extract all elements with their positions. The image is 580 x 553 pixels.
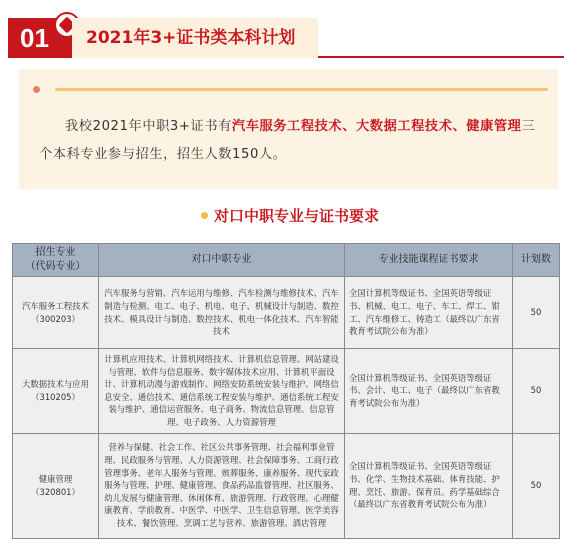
section-dot-icon (201, 212, 208, 219)
header-major (13, 244, 99, 277)
header-cert: 专业技能课程证书要求 (345, 244, 513, 277)
intro-highlight-majors: 汽车服务工程技术、大数据工程技术、健康管理 (231, 119, 522, 134)
table-header-row (13, 244, 560, 277)
major-cell (13, 433, 99, 538)
table-row (13, 433, 560, 538)
table-row (13, 349, 560, 434)
major-name: 汽车服务工程技术 (22, 300, 89, 311)
section-number: 01 (8, 18, 72, 58)
major-cell (13, 349, 99, 434)
header-related: 对口中职专业 (99, 244, 345, 277)
plan-cell: 50 (513, 277, 560, 349)
section-title-box (72, 18, 318, 58)
plan-cell: 50 (513, 349, 560, 434)
cert-cell: 全国计算机等级证书、全国英语等级证书、化学、生物技术基础、体育技能、护理、烹饪、旅游、保育员、药学基础综合（最终以广东省教育考试院公布为准） (345, 433, 513, 538)
requirements-table (12, 243, 560, 539)
intro-paragraph (39, 113, 539, 169)
intro-text-part1: 我校2021年中职3+证书有 (65, 119, 232, 134)
major-name: 大数据技术与应用 (22, 379, 89, 390)
related-cell: 汽车服务与营销、汽车运用与维修、汽车检测与维修技术、汽车制造与检测、电工、电子、机电、电子、机械设计与制造、数控技术、模具设计与制造、数控技术、机电一体化技术、汽车智能技术 (99, 277, 345, 349)
cert-cell: 全国计算机等级证书、全国英语等级证书、会计、电工、电子（最终以广东省教育考试院公布为准） (345, 349, 513, 434)
section-title: 2021年3+证书类本科计划 (86, 28, 296, 48)
major-code: （320801） (31, 486, 80, 497)
intro-divider (55, 88, 548, 91)
related-cell: 计算机应用技术、计算机网络技术、计算机信息管理、网站建设与管理、软件与信息服务、数字媒体技术应用、计算机平面设计、计算机动漫与游戏制作、网络安防系统安装与维护、网络信息安全、通信技术、通信系统工程安装与维护、通信系统工程安装与维护、通信运营服务、电子商务、物流信息管理、信息管理、电子政务、人力资源管理 (99, 349, 345, 434)
major-code: （310205） (31, 391, 80, 402)
intro-dot-icon (33, 86, 40, 93)
major-name: 健康管理 (38, 473, 73, 484)
header-plan: 计划数 (513, 244, 560, 277)
table-section-title (0, 205, 580, 229)
header-major-code-label: （代码专业） (25, 261, 86, 272)
major-cell (13, 277, 99, 349)
cert-cell: 全国计算机等级证书、全国英语等级证书、机械、电工、电子、车工、焊工、钳工、汽车维修工、铸造工（最终以广东省教育考试院公布为准） (345, 277, 513, 349)
related-cell: 营养与保健、社会工作、社区公共事务管理、社会福利事业管理、民政服务与管理、人力资源管理、社会保障事务、工商行政管理事务、老年人服务与管理、殡葬服务、康养服务、现代家政服务与管理、护理、健康管理、食品药品监督管理、社区服务、幼儿发展与健康管理、休闲体育、旅游管理、行政管理、心理健康教育、学前教育、中医学、中医学、卫生信息管理、医学美容技术、餐饮管理、烹调工艺与营养、旅游管理、酒店管理 (99, 433, 345, 538)
intro-panel (19, 69, 558, 189)
plan-cell: 50 (513, 433, 560, 538)
table-title: 对口中职专业与证书要求 (213, 207, 379, 225)
header-major-label: 招生专业 (35, 247, 76, 258)
major-code: （300203） (31, 313, 80, 324)
section-header (8, 14, 564, 58)
intro-text-part2: 三个本科专业参与招生，招生人数150人。 (39, 119, 536, 162)
table-row (13, 277, 560, 349)
